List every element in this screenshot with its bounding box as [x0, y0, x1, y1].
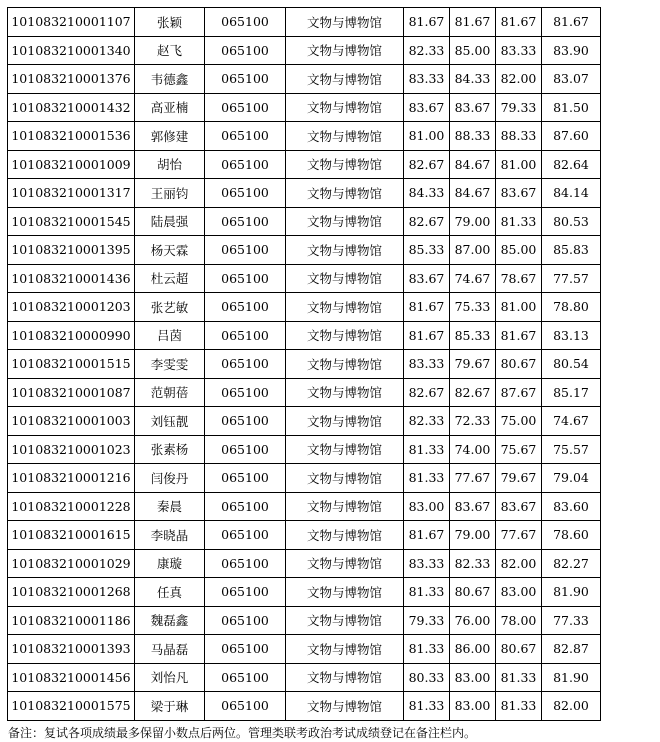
candidate-id-cell: 101083210001107: [8, 8, 135, 37]
score-cell: 81.67: [404, 293, 450, 322]
score-cell: 76.00: [450, 606, 496, 635]
total-score-cell: 83.07: [542, 65, 601, 94]
name-cell: 李雯雯: [135, 350, 205, 379]
major-name-cell: 文物与博物馆: [286, 293, 404, 322]
candidate-id-cell: 101083210000990: [8, 321, 135, 350]
candidate-id-cell: 101083210001216: [8, 464, 135, 493]
major-code-cell: 065100: [205, 321, 286, 350]
table-row: [8, 93, 601, 122]
major-code-cell: 065100: [205, 521, 286, 550]
candidate-id-cell: 101083210001186: [8, 606, 135, 635]
major-code-cell: 065100: [205, 407, 286, 436]
name-cell: 任真: [135, 578, 205, 607]
major-code-cell: 065100: [205, 378, 286, 407]
candidate-id-cell: 101083210001203: [8, 293, 135, 322]
score-cell: 88.33: [450, 122, 496, 151]
score-cell: 77.67: [496, 521, 542, 550]
score-cell: 83.00: [450, 663, 496, 692]
table-row: [8, 606, 601, 635]
score-cell: 82.33: [404, 36, 450, 65]
table-row: [8, 321, 601, 350]
candidate-id-cell: 101083210001432: [8, 93, 135, 122]
scores-table: [7, 7, 601, 721]
table-row: [8, 378, 601, 407]
score-cell: 81.67: [404, 321, 450, 350]
score-cell: 85.33: [450, 321, 496, 350]
score-cell: 79.33: [404, 606, 450, 635]
candidate-id-cell: 101083210001023: [8, 435, 135, 464]
major-name-cell: 文物与博物馆: [286, 65, 404, 94]
score-cell: 83.67: [450, 93, 496, 122]
score-cell: 81.33: [496, 663, 542, 692]
score-cell: 81.00: [404, 122, 450, 151]
major-code-cell: 065100: [205, 635, 286, 664]
total-score-cell: 78.60: [542, 521, 601, 550]
score-cell: 81.67: [496, 321, 542, 350]
table-row: [8, 150, 601, 179]
major-code-cell: 065100: [205, 150, 286, 179]
major-name-cell: 文物与博物馆: [286, 435, 404, 464]
table-row: [8, 122, 601, 151]
score-cell: 83.67: [496, 492, 542, 521]
score-cell: 85.00: [450, 36, 496, 65]
score-cell: 79.33: [496, 93, 542, 122]
score-cell: 82.00: [496, 65, 542, 94]
major-name-cell: 文物与博物馆: [286, 36, 404, 65]
major-code-cell: 065100: [205, 236, 286, 265]
score-cell: 72.33: [450, 407, 496, 436]
total-score-cell: 81.67: [542, 8, 601, 37]
major-code-cell: 065100: [205, 435, 286, 464]
score-cell: 82.33: [404, 407, 450, 436]
footnote: 备注：复试各项成绩最多保留小数点后两位。管理类联考政治考试成绩登记在备注栏内。: [8, 726, 477, 740]
major-name-cell: 文物与博物馆: [286, 663, 404, 692]
score-cell: 79.00: [450, 521, 496, 550]
name-cell: 康璇: [135, 549, 205, 578]
major-code-cell: 065100: [205, 122, 286, 151]
score-cell: 81.33: [404, 464, 450, 493]
table-row: [8, 692, 601, 721]
score-cell: 75.00: [496, 407, 542, 436]
name-cell: 闫俊丹: [135, 464, 205, 493]
total-score-cell: 81.50: [542, 93, 601, 122]
major-code-cell: 065100: [205, 65, 286, 94]
total-score-cell: 85.83: [542, 236, 601, 265]
score-cell: 85.33: [404, 236, 450, 265]
table-row: [8, 549, 601, 578]
table-row: [8, 207, 601, 236]
major-code-cell: 065100: [205, 179, 286, 208]
score-cell: 84.33: [404, 179, 450, 208]
total-score-cell: 84.14: [542, 179, 601, 208]
major-name-cell: 文物与博物馆: [286, 407, 404, 436]
score-cell: 84.33: [450, 65, 496, 94]
major-code-cell: 065100: [205, 350, 286, 379]
total-score-cell: 85.17: [542, 378, 601, 407]
major-name-cell: 文物与博物馆: [286, 606, 404, 635]
score-cell: 81.00: [496, 150, 542, 179]
candidate-id-cell: 101083210001456: [8, 663, 135, 692]
name-cell: 范朝蓓: [135, 378, 205, 407]
major-code-cell: 065100: [205, 606, 286, 635]
name-cell: 吕茵: [135, 321, 205, 350]
major-name-cell: 文物与博物馆: [286, 578, 404, 607]
total-score-cell: 82.64: [542, 150, 601, 179]
name-cell: 马晶磊: [135, 635, 205, 664]
name-cell: 王丽钧: [135, 179, 205, 208]
total-score-cell: 83.90: [542, 36, 601, 65]
candidate-id-cell: 101083210001268: [8, 578, 135, 607]
score-cell: 87.00: [450, 236, 496, 265]
candidate-id-cell: 101083210001340: [8, 36, 135, 65]
name-cell: 张颖: [135, 8, 205, 37]
score-cell: 80.33: [404, 663, 450, 692]
name-cell: 高亚楠: [135, 93, 205, 122]
score-cell: 82.67: [450, 378, 496, 407]
score-cell: 75.67: [496, 435, 542, 464]
score-cell: 83.00: [450, 692, 496, 721]
score-cell: 83.00: [404, 492, 450, 521]
name-cell: 陆晨强: [135, 207, 205, 236]
total-score-cell: 82.27: [542, 549, 601, 578]
candidate-id-cell: 101083210001515: [8, 350, 135, 379]
name-cell: 胡怡: [135, 150, 205, 179]
score-cell: 82.67: [404, 378, 450, 407]
major-name-cell: 文物与博物馆: [286, 236, 404, 265]
total-score-cell: 74.67: [542, 407, 601, 436]
total-score-cell: 82.87: [542, 635, 601, 664]
table-row: [8, 350, 601, 379]
total-score-cell: 77.33: [542, 606, 601, 635]
total-score-cell: 82.00: [542, 692, 601, 721]
candidate-id-cell: 101083210001003: [8, 407, 135, 436]
score-cell: 78.00: [496, 606, 542, 635]
major-code-cell: 065100: [205, 492, 286, 521]
score-cell: 81.33: [404, 435, 450, 464]
table-row: [8, 578, 601, 607]
score-cell: 83.67: [404, 93, 450, 122]
total-score-cell: 78.80: [542, 293, 601, 322]
score-cell: 81.67: [496, 8, 542, 37]
candidate-id-cell: 101083210001393: [8, 635, 135, 664]
total-score-cell: 79.04: [542, 464, 601, 493]
major-name-cell: 文物与博物馆: [286, 264, 404, 293]
scores-table-body: [8, 8, 601, 721]
name-cell: 秦晨: [135, 492, 205, 521]
score-cell: 74.67: [450, 264, 496, 293]
score-cell: 79.67: [496, 464, 542, 493]
name-cell: 刘怡凡: [135, 663, 205, 692]
candidate-id-cell: 101083210001575: [8, 692, 135, 721]
table-row: [8, 521, 601, 550]
table-row: [8, 663, 601, 692]
total-score-cell: 80.53: [542, 207, 601, 236]
score-cell: 81.67: [404, 521, 450, 550]
candidate-id-cell: 101083210001228: [8, 492, 135, 521]
name-cell: 刘钰靓: [135, 407, 205, 436]
score-cell: 82.67: [404, 207, 450, 236]
major-code-cell: 065100: [205, 8, 286, 37]
major-name-cell: 文物与博物馆: [286, 321, 404, 350]
score-cell: 83.33: [404, 350, 450, 379]
major-name-cell: 文物与博物馆: [286, 150, 404, 179]
major-code-cell: 065100: [205, 549, 286, 578]
major-code-cell: 065100: [205, 692, 286, 721]
name-cell: 张艺敏: [135, 293, 205, 322]
score-cell: 77.67: [450, 464, 496, 493]
major-name-cell: 文物与博物馆: [286, 122, 404, 151]
name-cell: 赵飞: [135, 36, 205, 65]
table-row: [8, 464, 601, 493]
major-name-cell: 文物与博物馆: [286, 492, 404, 521]
table-row: [8, 407, 601, 436]
table-row: [8, 293, 601, 322]
candidate-id-cell: 101083210001029: [8, 549, 135, 578]
score-cell: 83.33: [404, 549, 450, 578]
score-cell: 81.67: [450, 8, 496, 37]
name-cell: 杨天霖: [135, 236, 205, 265]
major-name-cell: 文物与博物馆: [286, 692, 404, 721]
score-cell: 80.67: [450, 578, 496, 607]
major-code-cell: 065100: [205, 464, 286, 493]
table-row: [8, 8, 601, 37]
candidate-id-cell: 101083210001615: [8, 521, 135, 550]
total-score-cell: 75.57: [542, 435, 601, 464]
table-row: [8, 179, 601, 208]
total-score-cell: 81.90: [542, 578, 601, 607]
major-name-cell: 文物与博物馆: [286, 207, 404, 236]
candidate-id-cell: 101083210001536: [8, 122, 135, 151]
total-score-cell: 83.13: [542, 321, 601, 350]
table-row: [8, 492, 601, 521]
major-name-cell: 文物与博物馆: [286, 549, 404, 578]
score-cell: 81.67: [404, 8, 450, 37]
score-cell: 82.67: [404, 150, 450, 179]
score-cell: 80.67: [496, 350, 542, 379]
table-row: [8, 635, 601, 664]
score-cell: 82.00: [496, 549, 542, 578]
score-cell: 83.67: [496, 179, 542, 208]
major-name-cell: 文物与博物馆: [286, 8, 404, 37]
name-cell: 李晓晶: [135, 521, 205, 550]
score-cell: 79.00: [450, 207, 496, 236]
total-score-cell: 87.60: [542, 122, 601, 151]
score-cell: 83.33: [496, 36, 542, 65]
major-name-cell: 文物与博物馆: [286, 521, 404, 550]
name-cell: 郭修建: [135, 122, 205, 151]
total-score-cell: 81.90: [542, 663, 601, 692]
name-cell: 张素杨: [135, 435, 205, 464]
score-cell: 83.67: [450, 492, 496, 521]
score-cell: 81.33: [496, 207, 542, 236]
score-cell: 88.33: [496, 122, 542, 151]
major-code-cell: 065100: [205, 264, 286, 293]
score-cell: 84.67: [450, 179, 496, 208]
name-cell: 梁于琳: [135, 692, 205, 721]
major-name-cell: 文物与博物馆: [286, 378, 404, 407]
total-score-cell: 77.57: [542, 264, 601, 293]
major-name-cell: 文物与博物馆: [286, 464, 404, 493]
score-cell: 84.67: [450, 150, 496, 179]
score-cell: 78.67: [496, 264, 542, 293]
score-cell: 81.33: [404, 692, 450, 721]
candidate-id-cell: 101083210001545: [8, 207, 135, 236]
major-code-cell: 065100: [205, 578, 286, 607]
score-cell: 81.33: [496, 692, 542, 721]
table-row: [8, 36, 601, 65]
major-code-cell: 065100: [205, 93, 286, 122]
table-row: [8, 65, 601, 94]
major-code-cell: 065100: [205, 293, 286, 322]
major-name-cell: 文物与博物馆: [286, 350, 404, 379]
score-cell: 83.00: [496, 578, 542, 607]
score-cell: 81.33: [404, 635, 450, 664]
score-cell: 83.33: [404, 65, 450, 94]
table-row: [8, 435, 601, 464]
candidate-id-cell: 101083210001436: [8, 264, 135, 293]
score-cell: 79.67: [450, 350, 496, 379]
candidate-id-cell: 101083210001395: [8, 236, 135, 265]
score-cell: 81.33: [404, 578, 450, 607]
major-code-cell: 065100: [205, 207, 286, 236]
score-cell: 75.33: [450, 293, 496, 322]
score-cell: 87.67: [496, 378, 542, 407]
score-cell: 82.33: [450, 549, 496, 578]
major-name-cell: 文物与博物馆: [286, 179, 404, 208]
candidate-id-cell: 101083210001009: [8, 150, 135, 179]
name-cell: 魏磊鑫: [135, 606, 205, 635]
major-code-cell: 065100: [205, 663, 286, 692]
candidate-id-cell: 101083210001376: [8, 65, 135, 94]
total-score-cell: 80.54: [542, 350, 601, 379]
score-cell: 85.00: [496, 236, 542, 265]
score-cell: 83.67: [404, 264, 450, 293]
score-cell: 80.67: [496, 635, 542, 664]
major-name-cell: 文物与博物馆: [286, 635, 404, 664]
candidate-id-cell: 101083210001317: [8, 179, 135, 208]
table-row: [8, 264, 601, 293]
score-cell: 74.00: [450, 435, 496, 464]
candidate-id-cell: 101083210001087: [8, 378, 135, 407]
name-cell: 韦德鑫: [135, 65, 205, 94]
score-cell: 81.00: [496, 293, 542, 322]
name-cell: 杜云超: [135, 264, 205, 293]
major-name-cell: 文物与博物馆: [286, 93, 404, 122]
total-score-cell: 83.60: [542, 492, 601, 521]
major-code-cell: 065100: [205, 36, 286, 65]
score-cell: 86.00: [450, 635, 496, 664]
table-row: [8, 236, 601, 265]
